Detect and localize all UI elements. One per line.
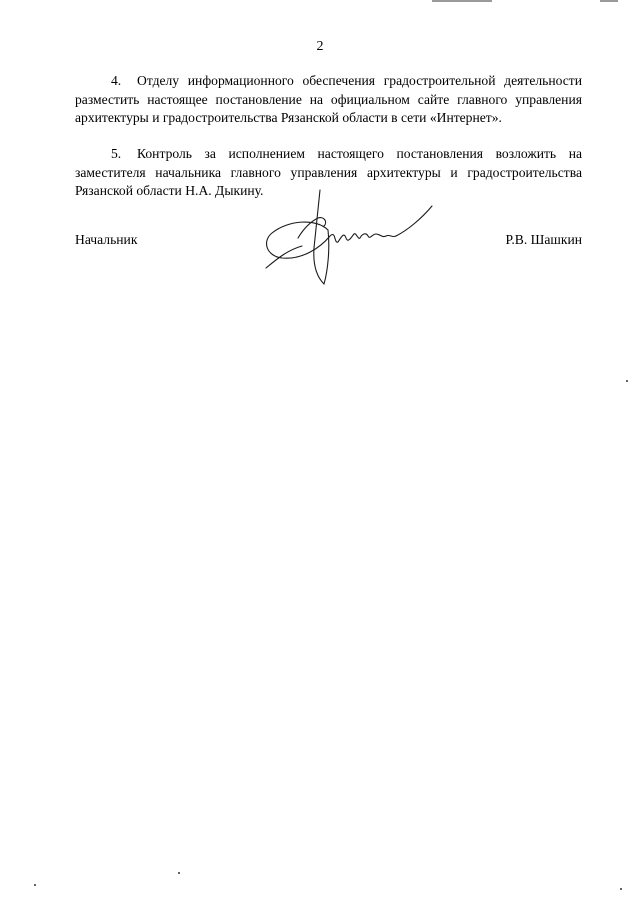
paragraph-4 <box>75 72 582 128</box>
paragraph-5-text: Контроль за исполнением настоящего постановления возложить на заместителя начальника главного управления архитектуры и градостроительства Рязанской области Н.А. Дыкину. <box>75 146 582 198</box>
scan-speck <box>620 888 622 890</box>
paragraph-4-number: 4. <box>111 73 122 88</box>
paragraph-4-text: Отделу информационного обеспечения градостроительной деятельности разместить настоящее постановление на официальном сайте главного управления архитектуры и градостроительства Рязанской области в сети «Интернет». <box>75 73 582 125</box>
scan-speck <box>626 380 628 382</box>
scan-speck <box>178 872 180 874</box>
scan-speck <box>34 884 36 886</box>
scan-artifact-top-right <box>600 0 618 2</box>
paragraph-5-number: 5. <box>111 146 122 161</box>
signatory-title: Начальник <box>75 232 138 247</box>
handwritten-signature <box>258 178 433 288</box>
scan-artifact-top <box>432 0 492 2</box>
page-number: 2 <box>316 39 324 54</box>
signatory-name: Р.В. Шашкин <box>505 232 582 247</box>
